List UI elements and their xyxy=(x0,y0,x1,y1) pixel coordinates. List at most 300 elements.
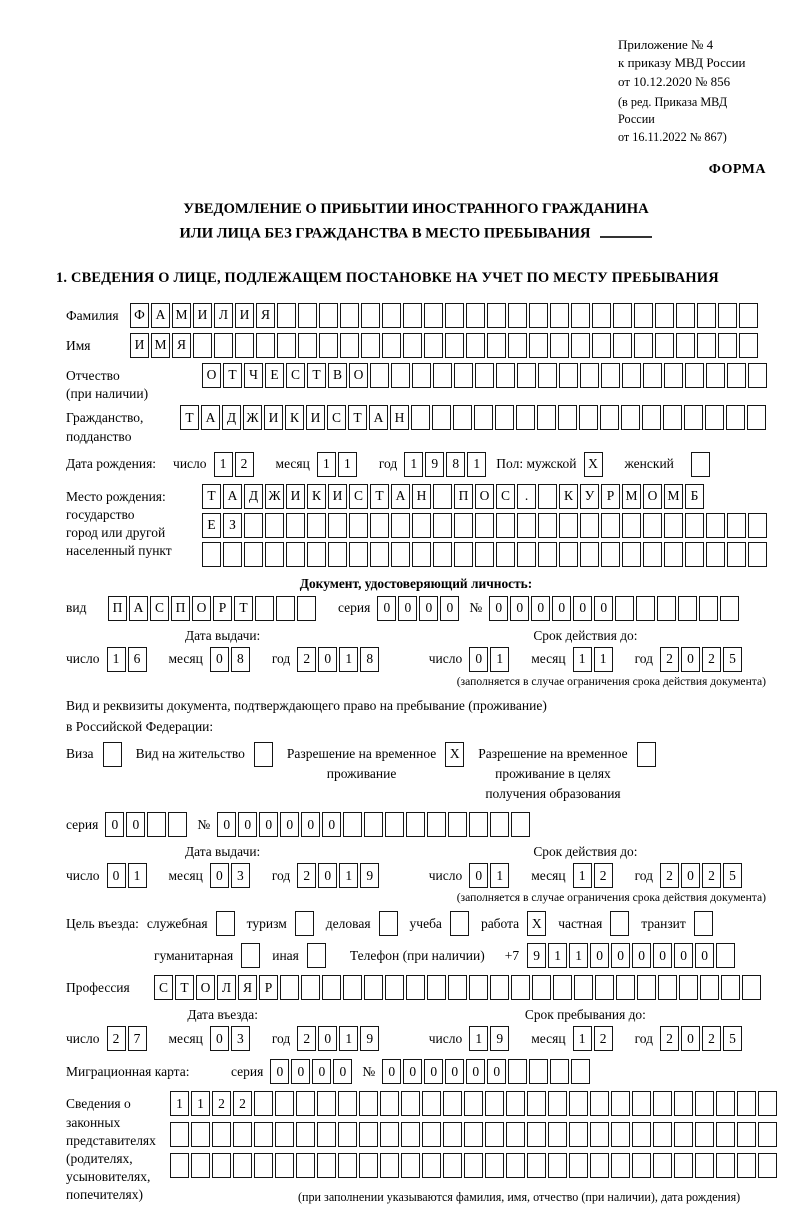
cell[interactable] xyxy=(380,1091,399,1116)
cell[interactable]: 0 xyxy=(301,812,320,837)
doc-issue-month[interactable] xyxy=(210,647,250,672)
cell[interactable]: 0 xyxy=(377,596,396,621)
cell[interactable] xyxy=(718,333,737,358)
cell[interactable] xyxy=(322,975,341,1000)
cell[interactable]: 7 xyxy=(128,1026,147,1051)
cell[interactable] xyxy=(214,333,233,358)
cell[interactable]: 1 xyxy=(594,647,613,672)
cell[interactable] xyxy=(433,513,452,538)
cell[interactable]: Т xyxy=(370,484,389,509)
cell[interactable]: 0 xyxy=(322,812,341,837)
cell[interactable]: 0 xyxy=(466,1059,485,1084)
cell[interactable] xyxy=(475,513,494,538)
cell[interactable] xyxy=(391,363,410,388)
cell[interactable] xyxy=(529,1059,548,1084)
cell[interactable] xyxy=(600,405,619,430)
cell[interactable]: 2 xyxy=(660,1026,679,1051)
cell[interactable] xyxy=(538,363,557,388)
cell[interactable]: 0 xyxy=(217,812,236,837)
cell[interactable]: 0 xyxy=(259,812,278,837)
cell[interactable]: 0 xyxy=(210,647,229,672)
cell[interactable]: 1 xyxy=(339,1026,358,1051)
cell[interactable]: 2 xyxy=(107,1026,126,1051)
cell[interactable]: А xyxy=(201,405,220,430)
sex-female-checkbox[interactable] xyxy=(691,452,710,477)
cell[interactable] xyxy=(632,1153,651,1178)
cell[interactable]: 1 xyxy=(573,863,592,888)
cell[interactable] xyxy=(737,1153,756,1178)
cell[interactable] xyxy=(233,1153,252,1178)
cell[interactable]: 2 xyxy=(235,452,254,477)
cell[interactable]: К xyxy=(285,405,304,430)
cell[interactable] xyxy=(516,405,535,430)
representatives-line1-input[interactable] xyxy=(170,1091,777,1116)
cell[interactable]: 0 xyxy=(653,943,672,968)
cell[interactable] xyxy=(359,1091,378,1116)
cell[interactable]: 0 xyxy=(280,812,299,837)
cell[interactable] xyxy=(550,333,569,358)
cell[interactable] xyxy=(634,333,653,358)
cell[interactable] xyxy=(427,975,446,1000)
stay-year[interactable] xyxy=(660,1026,742,1051)
cell[interactable]: Т xyxy=(348,405,367,430)
cell[interactable]: 1 xyxy=(573,1026,592,1051)
cell[interactable] xyxy=(695,1153,714,1178)
birth-month-input[interactable] xyxy=(317,452,357,477)
cell[interactable]: 0 xyxy=(469,647,488,672)
cell[interactable] xyxy=(443,1122,462,1147)
cell[interactable] xyxy=(317,1153,336,1178)
cell[interactable] xyxy=(590,1091,609,1116)
cell[interactable]: Т xyxy=(223,363,242,388)
cell[interactable] xyxy=(382,303,401,328)
cell[interactable] xyxy=(679,975,698,1000)
cell[interactable] xyxy=(254,742,273,767)
cell[interactable] xyxy=(469,975,488,1000)
doc-issue-day[interactable] xyxy=(107,647,147,672)
purpose-work-checkbox[interactable] xyxy=(527,911,546,936)
cell[interactable]: X xyxy=(445,742,464,767)
cell[interactable] xyxy=(170,1122,189,1147)
surname-input[interactable] xyxy=(130,303,758,328)
cell[interactable] xyxy=(466,333,485,358)
cell[interactable] xyxy=(706,363,725,388)
resid-issue-year[interactable] xyxy=(297,863,379,888)
resid-valid-year[interactable] xyxy=(660,863,742,888)
cell[interactable] xyxy=(286,513,305,538)
cell[interactable] xyxy=(601,513,620,538)
cell[interactable]: Л xyxy=(217,975,236,1000)
cell[interactable] xyxy=(411,405,430,430)
cell[interactable]: 0 xyxy=(445,1059,464,1084)
cell[interactable] xyxy=(338,1091,357,1116)
cell[interactable] xyxy=(716,1122,735,1147)
firstname-input[interactable] xyxy=(130,333,758,358)
cell[interactable] xyxy=(685,542,704,567)
cell[interactable] xyxy=(475,363,494,388)
cell[interactable]: 1 xyxy=(569,943,588,968)
cell[interactable] xyxy=(485,1153,504,1178)
birth-year-input[interactable] xyxy=(404,452,486,477)
cell[interactable] xyxy=(454,513,473,538)
cell[interactable] xyxy=(590,1153,609,1178)
representatives-line3-input[interactable] xyxy=(170,1153,777,1178)
birth-day-input[interactable] xyxy=(214,452,254,477)
cell[interactable] xyxy=(453,405,472,430)
cell[interactable] xyxy=(454,363,473,388)
cell[interactable] xyxy=(191,1153,210,1178)
cell[interactable]: 0 xyxy=(333,1059,352,1084)
cell[interactable] xyxy=(370,363,389,388)
cell[interactable] xyxy=(469,812,488,837)
cell[interactable]: 0 xyxy=(318,1026,337,1051)
cell[interactable]: Т xyxy=(202,484,221,509)
cell[interactable]: 1 xyxy=(490,863,509,888)
cell[interactable] xyxy=(412,542,431,567)
cell[interactable]: Н xyxy=(412,484,431,509)
cell[interactable] xyxy=(490,975,509,1000)
cell[interactable]: 5 xyxy=(723,1026,742,1051)
cell[interactable]: 0 xyxy=(398,596,417,621)
cell[interactable]: А xyxy=(369,405,388,430)
cell[interactable] xyxy=(422,1122,441,1147)
cell[interactable] xyxy=(655,303,674,328)
cell[interactable] xyxy=(235,333,254,358)
cell[interactable]: 3 xyxy=(231,1026,250,1051)
cell[interactable] xyxy=(297,596,316,621)
cell[interactable] xyxy=(653,1091,672,1116)
cell[interactable]: 0 xyxy=(382,1059,401,1084)
cell[interactable]: 2 xyxy=(233,1091,252,1116)
cell[interactable]: И xyxy=(193,303,212,328)
cell[interactable] xyxy=(277,303,296,328)
cell[interactable] xyxy=(427,812,446,837)
cell[interactable]: 0 xyxy=(210,1026,229,1051)
cell[interactable] xyxy=(319,333,338,358)
cell[interactable] xyxy=(664,363,683,388)
cell[interactable] xyxy=(233,1122,252,1147)
cell[interactable]: 0 xyxy=(107,863,126,888)
cell[interactable] xyxy=(517,542,536,567)
cell[interactable] xyxy=(691,452,710,477)
visa-checkbox[interactable] xyxy=(103,742,122,767)
cell[interactable]: 1 xyxy=(317,452,336,477)
cell[interactable] xyxy=(726,405,745,430)
cell[interactable] xyxy=(307,542,326,567)
cell[interactable] xyxy=(532,975,551,1000)
cell[interactable]: П xyxy=(108,596,127,621)
cell[interactable] xyxy=(637,975,656,1000)
stay-day[interactable] xyxy=(469,1026,509,1051)
cell[interactable] xyxy=(349,542,368,567)
cell[interactable] xyxy=(664,542,683,567)
resid-valid-day[interactable] xyxy=(469,863,509,888)
cell[interactable] xyxy=(559,513,578,538)
cell[interactable]: Д xyxy=(244,484,263,509)
cell[interactable]: 8 xyxy=(231,647,250,672)
cell[interactable] xyxy=(720,596,739,621)
cell[interactable] xyxy=(450,911,469,936)
cell[interactable] xyxy=(275,1153,294,1178)
cell[interactable]: 1 xyxy=(191,1091,210,1116)
cell[interactable] xyxy=(359,1153,378,1178)
cell[interactable] xyxy=(401,1122,420,1147)
cell[interactable] xyxy=(571,303,590,328)
cell[interactable] xyxy=(700,975,719,1000)
cell[interactable] xyxy=(559,542,578,567)
cell[interactable] xyxy=(695,1122,714,1147)
cell[interactable]: 2 xyxy=(297,1026,316,1051)
cell[interactable]: 0 xyxy=(487,1059,506,1084)
cell[interactable] xyxy=(739,333,758,358)
cell[interactable] xyxy=(276,596,295,621)
cell[interactable] xyxy=(674,1122,693,1147)
migration-series-input[interactable] xyxy=(270,1059,352,1084)
cell[interactable] xyxy=(433,363,452,388)
cell[interactable]: 0 xyxy=(681,1026,700,1051)
cell[interactable] xyxy=(364,975,383,1000)
cell[interactable]: 2 xyxy=(297,863,316,888)
temp-residence-checkbox[interactable] xyxy=(445,742,464,767)
cell[interactable] xyxy=(727,363,746,388)
cell[interactable] xyxy=(433,542,452,567)
cell[interactable]: 3 xyxy=(231,863,250,888)
cell[interactable]: А xyxy=(151,303,170,328)
cell[interactable] xyxy=(674,1153,693,1178)
cell[interactable]: Л xyxy=(214,303,233,328)
cell[interactable]: И xyxy=(130,333,149,358)
cell[interactable]: С xyxy=(327,405,346,430)
cell[interactable]: 0 xyxy=(210,863,229,888)
cell[interactable] xyxy=(445,333,464,358)
cell[interactable] xyxy=(328,542,347,567)
cell[interactable] xyxy=(379,911,398,936)
cell[interactable] xyxy=(655,333,674,358)
birthplace-line1-input[interactable] xyxy=(202,484,767,509)
cell[interactable] xyxy=(613,303,632,328)
purpose-tourism-checkbox[interactable] xyxy=(295,911,314,936)
cell[interactable] xyxy=(657,596,676,621)
purpose-humanitarian-checkbox[interactable] xyxy=(241,943,260,968)
cell[interactable] xyxy=(580,542,599,567)
cell[interactable]: Т xyxy=(180,405,199,430)
cell[interactable]: О xyxy=(349,363,368,388)
cell[interactable] xyxy=(538,542,557,567)
cell[interactable] xyxy=(550,1059,569,1084)
cell[interactable]: Ж xyxy=(243,405,262,430)
cell[interactable]: И xyxy=(328,484,347,509)
cell[interactable] xyxy=(445,303,464,328)
cell[interactable] xyxy=(424,303,443,328)
cell[interactable]: 2 xyxy=(702,1026,721,1051)
cell[interactable] xyxy=(296,1091,315,1116)
cell[interactable]: 9 xyxy=(360,1026,379,1051)
cell[interactable] xyxy=(380,1122,399,1147)
cell[interactable] xyxy=(464,1122,483,1147)
cell[interactable] xyxy=(739,303,758,328)
cell[interactable] xyxy=(485,1122,504,1147)
cell[interactable] xyxy=(432,405,451,430)
cell[interactable] xyxy=(737,1122,756,1147)
cell[interactable]: 0 xyxy=(681,647,700,672)
cell[interactable] xyxy=(705,405,724,430)
cell[interactable] xyxy=(642,405,661,430)
cell[interactable] xyxy=(685,363,704,388)
cell[interactable]: И xyxy=(286,484,305,509)
cell[interactable] xyxy=(422,1153,441,1178)
cell[interactable] xyxy=(212,1122,231,1147)
cell[interactable] xyxy=(168,812,187,837)
cell[interactable]: С xyxy=(496,484,515,509)
doc-type-input[interactable] xyxy=(108,596,316,621)
cell[interactable] xyxy=(216,911,235,936)
cell[interactable] xyxy=(697,333,716,358)
cell[interactable] xyxy=(495,405,514,430)
cell[interactable] xyxy=(506,1153,525,1178)
cell[interactable]: Р xyxy=(601,484,620,509)
cell[interactable] xyxy=(653,1122,672,1147)
cell[interactable] xyxy=(508,303,527,328)
cell[interactable]: X xyxy=(584,452,603,477)
cell[interactable] xyxy=(265,542,284,567)
cell[interactable] xyxy=(424,333,443,358)
cell[interactable] xyxy=(338,1153,357,1178)
cell[interactable] xyxy=(508,1059,527,1084)
cell[interactable]: Я xyxy=(256,303,275,328)
cell[interactable]: 2 xyxy=(702,863,721,888)
cell[interactable] xyxy=(295,911,314,936)
cell[interactable] xyxy=(280,975,299,1000)
cell[interactable] xyxy=(340,333,359,358)
cell[interactable] xyxy=(223,542,242,567)
cell[interactable] xyxy=(716,1091,735,1116)
cell[interactable] xyxy=(595,975,614,1000)
cell[interactable] xyxy=(610,911,629,936)
cell[interactable]: 9 xyxy=(527,943,546,968)
cell[interactable] xyxy=(571,333,590,358)
cell[interactable] xyxy=(538,513,557,538)
cell[interactable] xyxy=(694,911,713,936)
cell[interactable]: 0 xyxy=(126,812,145,837)
cell[interactable] xyxy=(636,596,655,621)
resid-valid-month[interactable] xyxy=(573,863,613,888)
cell[interactable] xyxy=(716,1153,735,1178)
resid-issue-day[interactable] xyxy=(107,863,147,888)
birthplace-line2-input[interactable] xyxy=(202,513,767,538)
cell[interactable] xyxy=(684,405,703,430)
cell[interactable] xyxy=(621,405,640,430)
cell[interactable]: 9 xyxy=(425,452,444,477)
cell[interactable] xyxy=(574,975,593,1000)
cell[interactable] xyxy=(697,303,716,328)
cell[interactable]: 1 xyxy=(339,647,358,672)
cell[interactable] xyxy=(319,303,338,328)
cell[interactable] xyxy=(193,333,212,358)
cell[interactable]: 0 xyxy=(531,596,550,621)
cell[interactable] xyxy=(748,513,767,538)
cell[interactable]: Т xyxy=(175,975,194,1000)
purpose-transit-checkbox[interactable] xyxy=(694,911,713,936)
cell[interactable] xyxy=(296,1153,315,1178)
cell[interactable]: П xyxy=(454,484,473,509)
cell[interactable] xyxy=(277,333,296,358)
cell[interactable]: Р xyxy=(213,596,232,621)
cell[interactable]: 2 xyxy=(212,1091,231,1116)
representatives-line2-input[interactable] xyxy=(170,1122,777,1147)
cell[interactable]: О xyxy=(643,484,662,509)
cell[interactable] xyxy=(663,405,682,430)
cell[interactable]: 0 xyxy=(674,943,693,968)
cell[interactable] xyxy=(370,513,389,538)
residence-permit-checkbox[interactable] xyxy=(254,742,273,767)
cell[interactable] xyxy=(527,1091,546,1116)
cell[interactable] xyxy=(676,333,695,358)
cell[interactable]: 2 xyxy=(297,647,316,672)
cell[interactable] xyxy=(412,513,431,538)
cell[interactable] xyxy=(580,513,599,538)
cell[interactable]: С xyxy=(154,975,173,1000)
cell[interactable]: О xyxy=(192,596,211,621)
cell[interactable] xyxy=(244,542,263,567)
cell[interactable]: 9 xyxy=(360,863,379,888)
cell[interactable] xyxy=(448,812,467,837)
cell[interactable]: Н xyxy=(390,405,409,430)
cell[interactable] xyxy=(349,513,368,538)
cell[interactable] xyxy=(676,303,695,328)
cell[interactable]: 5 xyxy=(723,647,742,672)
cell[interactable] xyxy=(758,1122,777,1147)
cell[interactable] xyxy=(674,1091,693,1116)
cell[interactable] xyxy=(727,542,746,567)
cell[interactable]: М xyxy=(151,333,170,358)
cell[interactable] xyxy=(527,1122,546,1147)
cell[interactable] xyxy=(403,333,422,358)
doc-valid-year[interactable] xyxy=(660,647,742,672)
cell[interactable] xyxy=(569,1091,588,1116)
cell[interactable] xyxy=(658,975,677,1000)
cell[interactable] xyxy=(147,812,166,837)
cell[interactable] xyxy=(403,303,422,328)
citizenship-input[interactable] xyxy=(180,405,766,430)
resid-number-input[interactable] xyxy=(217,812,530,837)
cell[interactable] xyxy=(558,405,577,430)
cell[interactable]: 0 xyxy=(573,596,592,621)
cell[interactable] xyxy=(254,1091,273,1116)
cell[interactable]: Т xyxy=(307,363,326,388)
cell[interactable]: 0 xyxy=(270,1059,289,1084)
cell[interactable] xyxy=(370,542,389,567)
cell[interactable]: Ч xyxy=(244,363,263,388)
cell[interactable] xyxy=(496,513,515,538)
migration-number-input[interactable] xyxy=(382,1059,590,1084)
cell[interactable] xyxy=(622,542,641,567)
cell[interactable] xyxy=(517,363,536,388)
cell[interactable] xyxy=(391,513,410,538)
cell[interactable] xyxy=(592,333,611,358)
cell[interactable] xyxy=(364,812,383,837)
cell[interactable] xyxy=(615,596,634,621)
cell[interactable]: 1 xyxy=(128,863,147,888)
cell[interactable]: 0 xyxy=(312,1059,331,1084)
cell[interactable] xyxy=(382,333,401,358)
cell[interactable] xyxy=(653,1153,672,1178)
purpose-other-checkbox[interactable] xyxy=(307,943,326,968)
cell[interactable] xyxy=(254,1122,273,1147)
cell[interactable]: 0 xyxy=(552,596,571,621)
cell[interactable] xyxy=(511,812,530,837)
cell[interactable] xyxy=(548,1091,567,1116)
cell[interactable] xyxy=(443,1091,462,1116)
